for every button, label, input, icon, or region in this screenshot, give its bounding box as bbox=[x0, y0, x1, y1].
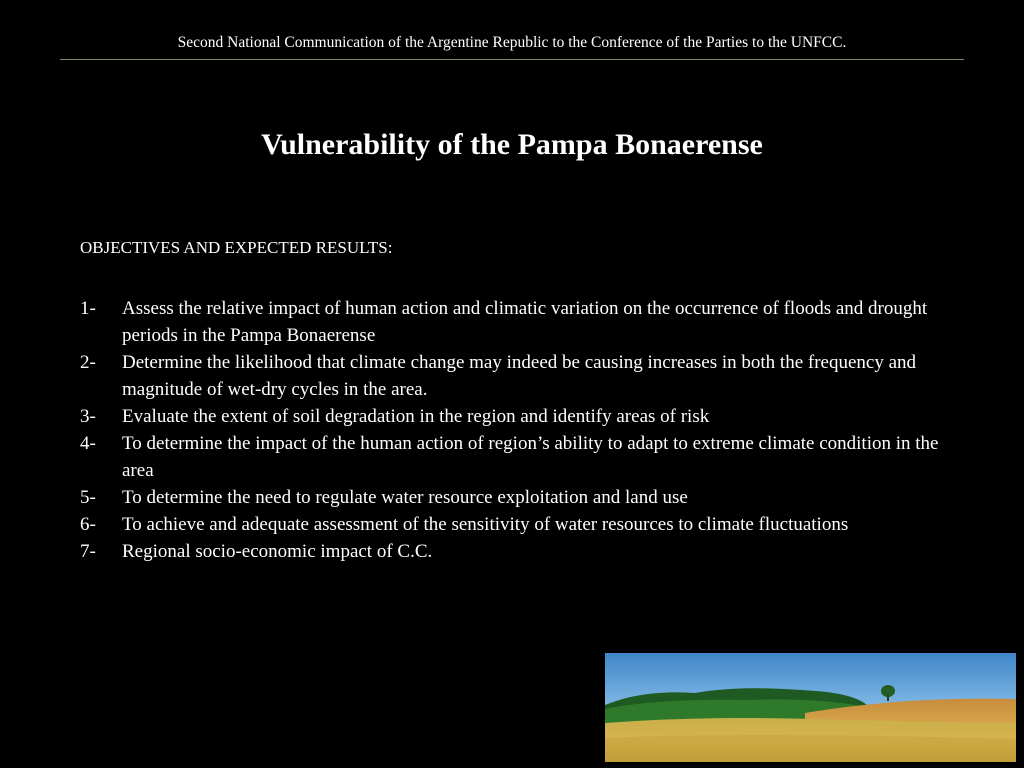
objectives-list bbox=[80, 295, 960, 565]
objective-number: 7- bbox=[80, 541, 96, 562]
objective-text: To determine the need to regulate water resource exploitation and land use bbox=[122, 487, 688, 508]
objective-number: 6- bbox=[80, 514, 96, 535]
objective-text: Determine the likelihood that climate change may indeed be causing increases in both the frequency and magnitude of wet-dry cycles in the area. bbox=[122, 352, 917, 400]
objective-number: 3- bbox=[80, 406, 96, 427]
objective-text: To determine the impact of the human action of region’s ability to adapt to extreme climate condition in the area bbox=[122, 433, 939, 481]
objectives-heading: OBJECTIVES AND EXPECTED RESULTS: bbox=[80, 238, 393, 257]
wheat-foreground bbox=[605, 735, 1016, 762]
landscape-illustration bbox=[605, 653, 1016, 762]
objective-text: To achieve and adequate assessment of the sensitivity of water resources to climate fluctuations bbox=[122, 514, 849, 535]
objective-item bbox=[80, 295, 960, 349]
objective-number: 4- bbox=[80, 433, 96, 454]
objective-item bbox=[80, 403, 960, 430]
header-divider bbox=[60, 59, 964, 60]
lone-tree-trunk bbox=[887, 695, 889, 701]
objective-item bbox=[80, 538, 960, 565]
objective-text: Evaluate the extent of soil degradation in the region and identify areas of risk bbox=[122, 406, 710, 427]
slide-title: Vulnerability of the Pampa Bonaerense bbox=[261, 128, 763, 161]
objective-number: 1- bbox=[80, 298, 96, 319]
objective-number: 5- bbox=[80, 487, 96, 508]
objective-text: Assess the relative impact of human action and climatic variation on the occurrence of floods and drought periods in the Pampa Bonaerense bbox=[122, 298, 928, 346]
objective-item bbox=[80, 484, 960, 511]
objective-number: 2- bbox=[80, 352, 96, 373]
objective-item bbox=[80, 511, 960, 538]
header-text: Second National Communication of the Argentine Republic to the Conference of the Parties to the UNFCC. bbox=[177, 34, 847, 51]
objective-item bbox=[80, 430, 960, 484]
objective-text: Regional socio-economic impact of C.C. bbox=[122, 541, 433, 562]
pampa-landscape-photo bbox=[605, 653, 1016, 762]
objective-item bbox=[80, 349, 960, 403]
